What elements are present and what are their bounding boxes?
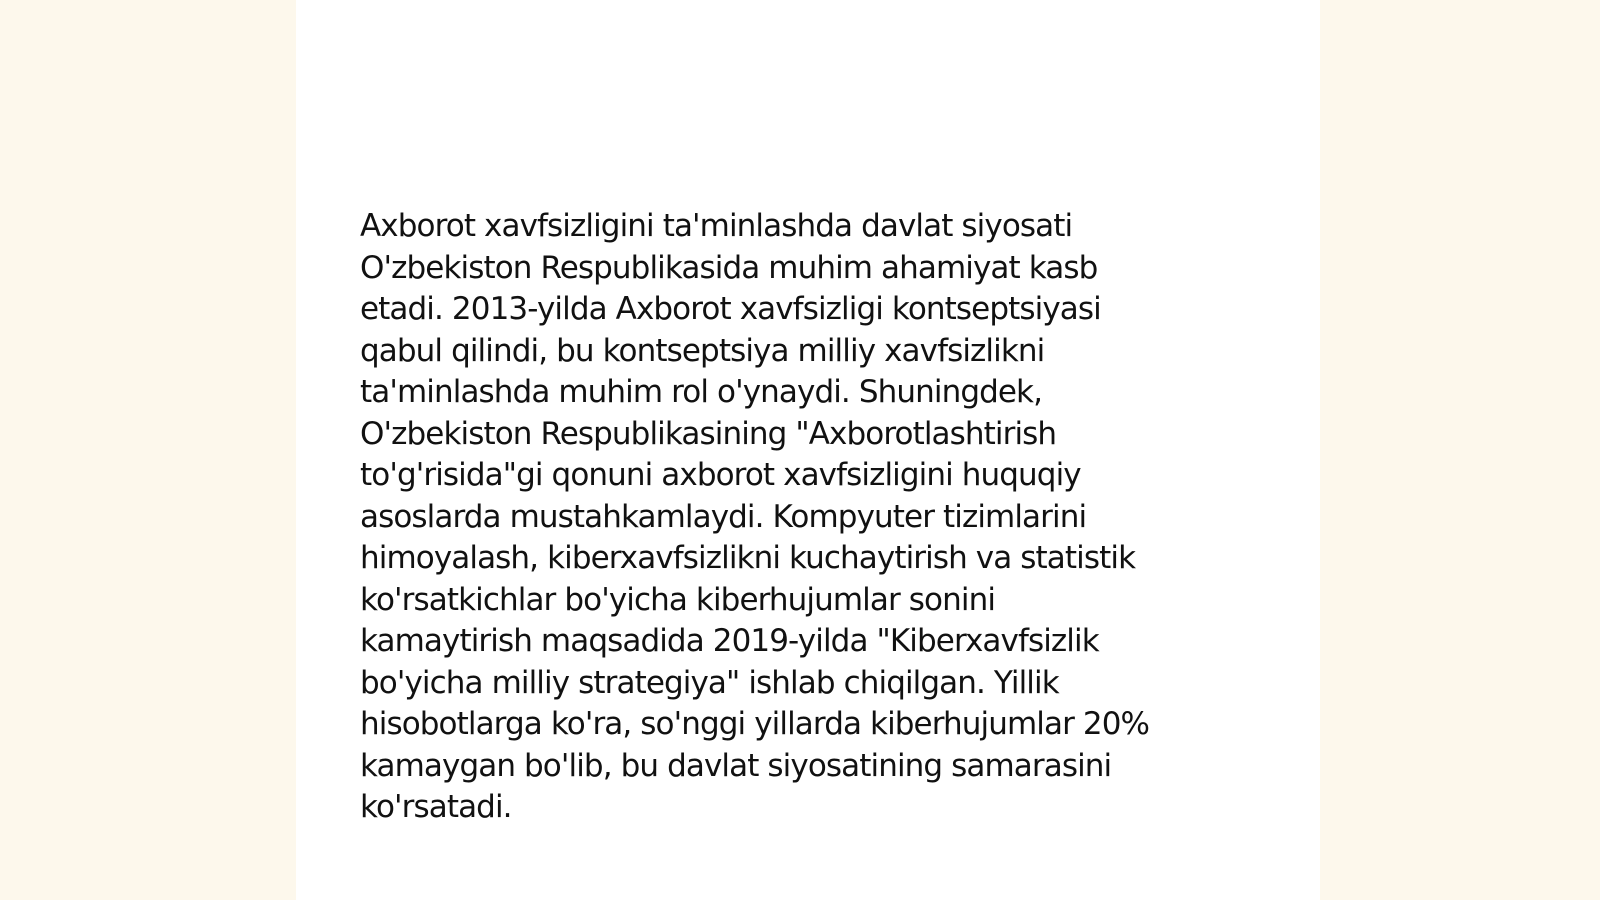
- paragraph-line: asoslarda mustahkamlaydi. Kompyuter tizimlarini: [360, 498, 1087, 535]
- paragraph-line: qabul qilindi, bu kontseptsiya milliy xavfsizlikni: [360, 332, 1045, 369]
- paragraph-line: O'zbekiston Respublikasining "Axborotlashtirish: [360, 415, 1057, 452]
- body-paragraph: [360, 206, 1260, 829]
- paragraph-line: bo'yicha milliy strategiya" ishlab chiqilgan. Yillik: [360, 664, 1059, 701]
- paragraph-line: hisobotlarga ko'ra, so'nggi yillarda kiberhujumlar 20%: [360, 706, 1150, 742]
- paragraph-line: kamaytirish maqsadida 2019-yilda "Kiberxavfsizlik: [360, 623, 1099, 659]
- paragraph-line: ko'rsatkichlar bo'yicha kiberhujumlar sonini: [360, 581, 996, 618]
- paragraph-line: O'zbekiston Respublikasida muhim ahamiyat kasb: [360, 249, 1098, 286]
- paragraph-line: ta'minlashda muhim rol o'ynaydi. Shuningdek,: [360, 374, 1043, 410]
- document-page: [296, 0, 1320, 900]
- paragraph-line: himoyalash, kiberxavfsizlikni kuchaytirish va statistik: [360, 540, 1136, 576]
- paragraph-line: etadi. 2013-yilda Axborot xavfsizligi kontseptsiyasi: [360, 291, 1101, 327]
- paragraph-line: ko'rsatadi.: [360, 789, 512, 825]
- paragraph-line: to'g'risida"gi qonuni axborot xavfsizligini huquqiy: [360, 457, 1081, 493]
- paragraph-line: Axborot xavfsizligini ta'minlashda davlat siyosati: [360, 208, 1073, 244]
- paragraph-line: kamaygan bo'lib, bu davlat siyosatining samarasini: [360, 747, 1112, 784]
